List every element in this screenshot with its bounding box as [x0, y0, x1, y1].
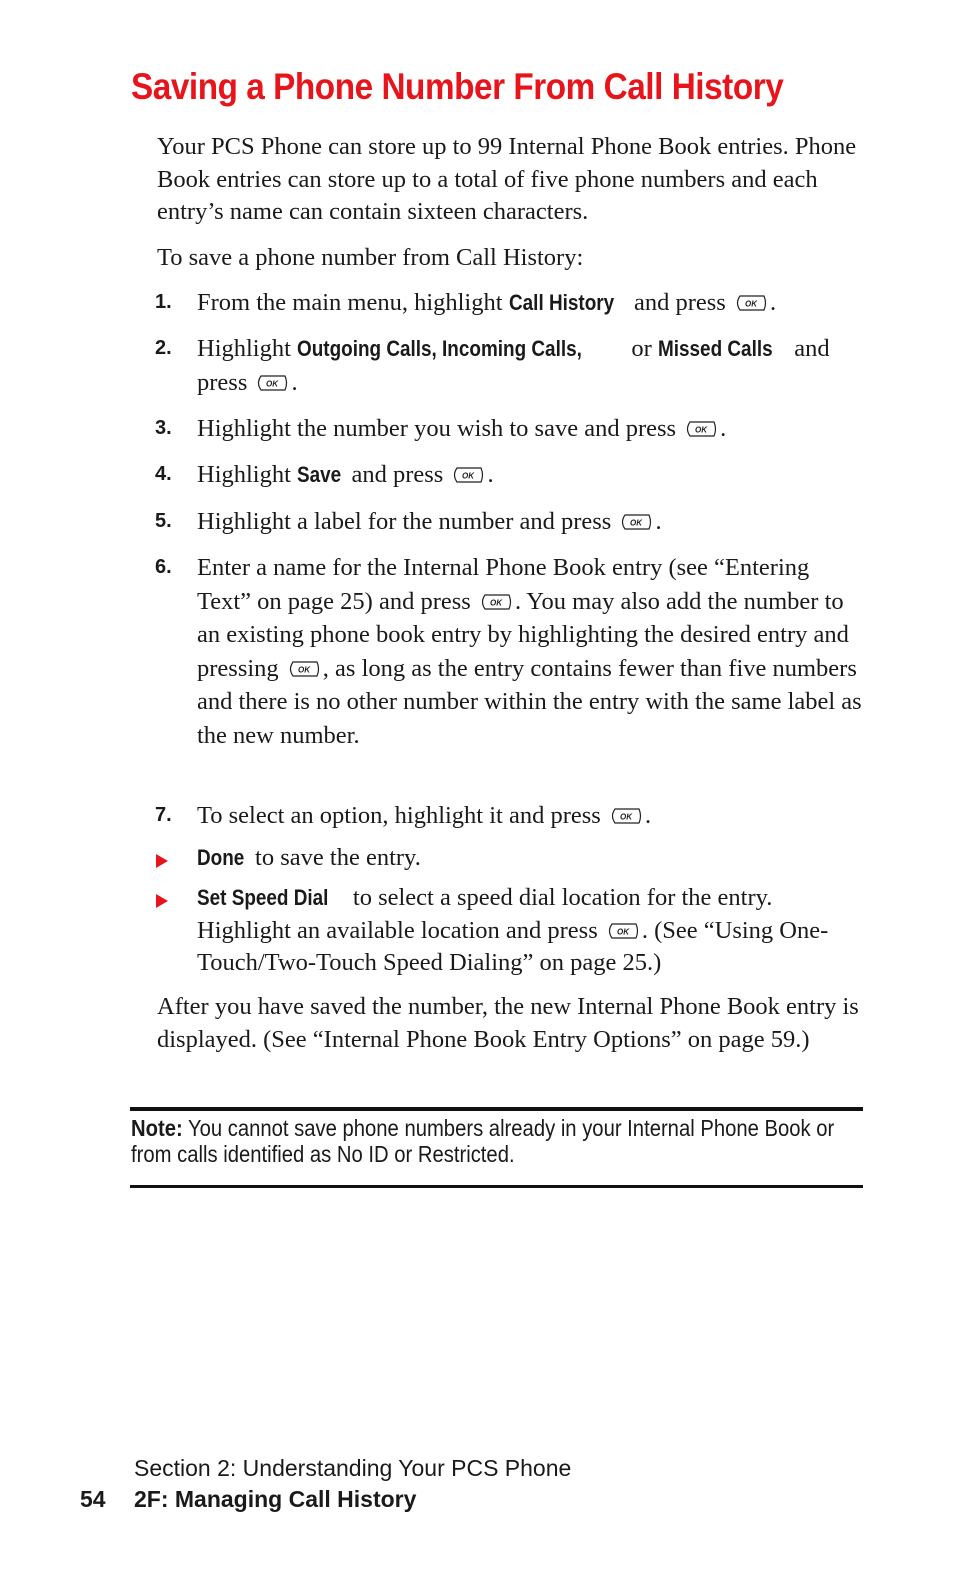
option-label: Done	[197, 845, 245, 870]
option-set-speed-dial: Set Speed Dial to select a speed dial location for the entry. Highlight an available location and press OK . (See “Using One-Touch/Two-Touch Speed Dialing” on page 25.)	[155, 882, 867, 980]
bullet-arrow-icon	[156, 894, 168, 908]
option-done: Done to save the entry.	[155, 842, 867, 875]
ok-key-icon	[619, 507, 653, 528]
step-number: 6.	[155, 556, 172, 578]
svg-text:OK: OK	[616, 927, 629, 936]
step-number: 4.	[155, 463, 172, 485]
svg-text:OK: OK	[297, 665, 310, 674]
ok-key-icon	[609, 801, 643, 822]
note-label: Note:	[131, 1115, 183, 1141]
ok-key-icon	[255, 368, 289, 386]
step-6: 6. Enter a name for the Internal Phone Book entry (see “Entering Text” on page 25) and press OK . You may also add the number to an existing phone book entry by highlighting the desired entry and pressing OK , as long as the entry contains fewer than five numbers and there is no other number within the entry with the same label as the new number.	[155, 551, 867, 752]
svg-text:OK: OK	[619, 812, 632, 822]
ok-key-icon	[734, 288, 768, 309]
note-top-rule	[130, 1107, 863, 1111]
footer-section-title: Section 2: Understanding Your PCS Phone	[134, 1455, 572, 1481]
svg-text:OK: OK	[489, 598, 502, 607]
menu-item-save: Save	[297, 462, 342, 487]
footer-chapter-title: 2F: Managing Call History	[134, 1486, 417, 1512]
svg-text:OK: OK	[744, 299, 757, 309]
svg-text:OK: OK	[462, 471, 475, 481]
step-4: 4. Highlight Save and press OK .	[155, 458, 867, 492]
step-number: 2.	[155, 337, 172, 359]
menu-item-missed-calls: Missed Calls	[657, 336, 773, 361]
step-7: 7. To select an option, highlight it and press OK .	[155, 799, 867, 833]
menu-item-call-history: Call History	[508, 290, 614, 315]
step-5: 5. Highlight a label for the number and press OK .	[155, 505, 867, 539]
lead-in-text: To save a phone number from Call History:	[157, 244, 584, 271]
svg-text:OK: OK	[630, 518, 643, 528]
ok-key-icon	[684, 414, 718, 435]
ok-key-icon	[451, 460, 485, 481]
step-number: 1.	[155, 291, 172, 313]
page-title: Saving a Phone Number From Call History	[131, 66, 784, 107]
step-3: 3. Highlight the number you wish to save and press OK .	[155, 412, 867, 446]
step-number: 3.	[155, 417, 172, 439]
ok-key-icon	[606, 917, 640, 935]
option-label: Set Speed Dial	[197, 885, 329, 910]
note-text: You cannot save phone numbers already in your Internal Phone Book or from calls identified as No ID or Restricted.	[131, 1115, 835, 1167]
step-number: 7.	[155, 804, 172, 826]
menu-item-call-types: Outgoing Calls, Incoming Calls,	[297, 336, 582, 361]
after-paragraph: After you have saved the number, the new Internal Phone Book entry is displayed. (See “Internal Phone Book Entry Options” on page 59.)	[157, 993, 859, 1053]
step-number: 5.	[155, 510, 172, 532]
note-box	[131, 1115, 861, 1167]
step-1: 1. From the main menu, highlight Call History and press OK .	[155, 286, 867, 320]
page-number: 54	[80, 1486, 106, 1512]
svg-text:OK: OK	[695, 425, 708, 435]
ok-key-icon	[479, 587, 513, 605]
intro-paragraph: Your PCS Phone can store up to 99 Internal Phone Book entries. Phone Book entries can store up to a total of five phone numbers and each entry’s name can contain sixteen characters.	[157, 133, 857, 225]
note-bottom-rule	[130, 1185, 863, 1188]
svg-text:OK: OK	[266, 379, 279, 388]
ok-key-icon	[287, 654, 321, 672]
step-2: 2. Highlight Outgoing Calls, Incoming Calls, or Missed Calls and press OK .	[155, 332, 867, 399]
bullet-arrow-icon	[156, 854, 168, 868]
